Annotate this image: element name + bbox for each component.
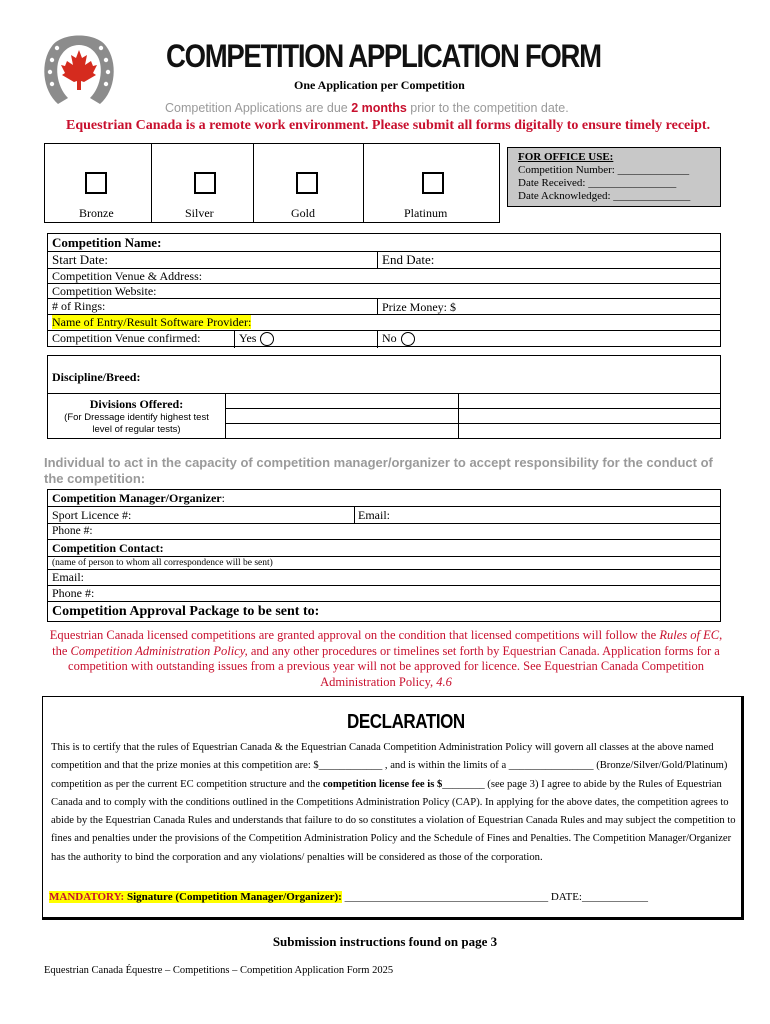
- no-radio[interactable]: [401, 332, 415, 346]
- rings-field[interactable]: # of Rings:: [52, 299, 106, 313]
- no-label: No: [382, 331, 397, 345]
- venue-confirmed-label: Competition Venue confirmed:: [52, 331, 201, 345]
- manager-phone-field[interactable]: Phone #:: [48, 524, 720, 540]
- software-provider-field[interactable]: Name of Entry/Result Software Provider:: [52, 315, 252, 329]
- divisions-label: Divisions Offered: (For Dressage identify highest test level of regular tests): [64, 397, 209, 435]
- approval-package-field[interactable]: Competition Approval Package to be sent to:: [52, 604, 320, 619]
- contact-note: (name of person to whom all correspondence will be sent): [48, 557, 720, 570]
- mandatory-label: MANDATORY:: [49, 891, 125, 903]
- discipline-section: [47, 355, 721, 439]
- prize-money-field[interactable]: Prize Money: $: [382, 300, 456, 314]
- yes-label: Yes: [239, 331, 257, 345]
- gold-checkbox[interactable]: [296, 172, 318, 194]
- page-title: COMPETITION APPLICATION FORM: [166, 38, 601, 74]
- discipline-field[interactable]: Discipline/Breed:: [52, 370, 141, 384]
- contact-email-field[interactable]: Email:: [48, 570, 720, 586]
- end-date-field[interactable]: End Date:: [382, 252, 435, 267]
- manager-email-field[interactable]: Email:: [358, 508, 390, 522]
- page-subtitle: One Application per Competition: [294, 78, 465, 92]
- platinum-label: Platinum: [404, 206, 448, 220]
- platinum-checkbox[interactable]: [422, 172, 444, 194]
- office-use-box: [507, 147, 721, 207]
- office-date-received: Date Received: ________________: [518, 177, 677, 189]
- office-competition-number: Competition Number: _____________: [518, 164, 690, 176]
- manager-title[interactable]: Competition Manager/Organizer: [52, 491, 222, 505]
- competition-details: [47, 233, 721, 347]
- level-selection: [44, 143, 500, 223]
- start-date-field[interactable]: Start Date:: [52, 252, 108, 267]
- sport-licence-field[interactable]: Sport Licence #:: [52, 508, 132, 522]
- gold-label: Gold: [291, 206, 315, 220]
- submission-instructions: Submission instructions found on page 3: [272, 934, 498, 949]
- contact-phone-field[interactable]: Phone #:: [48, 586, 720, 602]
- declaration-box: [42, 696, 744, 920]
- declaration-text: This is to certify that the rules of Equestrian Canada & the Equestrian Canada Competition Administration Policy will govern all classes at the above named competition and that the prize monies at this competition are: $____________ , and is within the limits of a ________________ (Bronze/Silver/Gold/Platinum) competition as per the current EC competition structure and the competition license fee is $________ (see page 3) I agree to abide by the Rules of Equestrian Canada and to comply with the conditions outlined in the Competitions Administration Policy (CAP). In applying for the above dates, the competition agrees to abide by the Equestrian Canada Rules and understands that failure to do so constitutes a violation of Equestrian Canada Rules and may subject the competition to fines and penalties under the provisions of the Competition Administration Policy and the Schedule of Fines and Penalties. The Competition Manager/Organizer has the authority to bind the corporation and any violations/ penalties will be considered as those of the corporation.: [51, 742, 736, 863]
- website-field[interactable]: Competition Website:: [48, 284, 720, 299]
- signature-line[interactable]: MANDATORY: Signature (Competition Manager/Organizer): _____________________________________ DATE:____________: [49, 891, 648, 903]
- footer: Equestrian Canada Équestre – Competitions – Competition Application Form 2025: [44, 965, 394, 976]
- declaration-title: DECLARATION: [347, 711, 465, 733]
- competition-name-field[interactable]: Competition Name:: [48, 234, 720, 252]
- venue-address-field[interactable]: Competition Venue & Address:: [48, 269, 720, 284]
- ec-logo: [38, 26, 120, 106]
- yes-radio[interactable]: [260, 332, 274, 346]
- due-notice: Competition Applications are due 2 months prior to the competition date.: [165, 101, 569, 115]
- bronze-label: Bronze: [79, 206, 114, 220]
- remote-notice: Equestrian Canada is a remote work environment. Please submit all forms digitally to ensure timely receipt.: [66, 118, 711, 133]
- manager-heading: Individual to act in the capacity of competition manager/organizer to accept responsibility for the conduct of the competition:: [44, 455, 713, 486]
- manager-section: Competition Manager/Organizer: Sport Licence #: Email: Phone #: Competition Contact: (name of person to whom all correspondence will be sent) Email: Phone #: Competition Approval Package to be sent to:: [47, 489, 721, 622]
- office-date-acknowledged: Date Acknowledged: ______________: [518, 190, 691, 202]
- competition-contact-field[interactable]: Competition Contact:: [48, 540, 720, 557]
- licensing-notice: Equestrian Canada licensed competitions are granted approval on the condition that licensed competitions will follow the Rules of EC, the Competition Administration Policy, and any other procedures or timelines set forth by Equestrian Canada. Application forms for a competition with outstanding issues from a previous year will not be approved for licence. See Equestrian Canada Competition Administration Policy, 4.6: [49, 628, 723, 689]
- bronze-checkbox[interactable]: [85, 172, 107, 194]
- divisions-grid[interactable]: [225, 393, 720, 438]
- silver-label: Silver: [185, 206, 214, 220]
- office-use-title: FOR OFFICE USE:: [518, 151, 614, 163]
- silver-checkbox[interactable]: [194, 172, 216, 194]
